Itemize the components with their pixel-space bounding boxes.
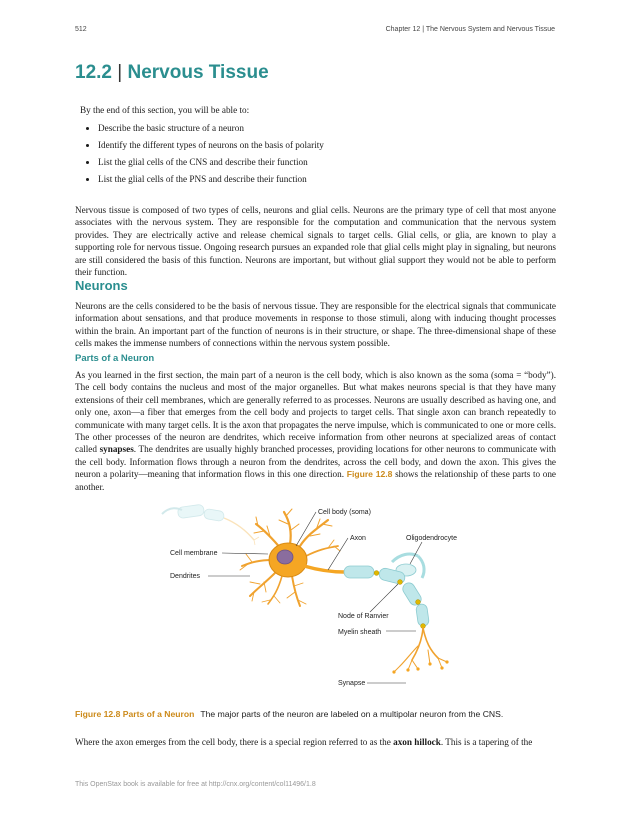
page-footer: This OpenStax book is available for free at http://cnx.org/content/col11496/1.8 xyxy=(75,781,316,788)
figure-caption-text: The major parts of the neuron are labeled on a multipolar neuron from the CNS. xyxy=(200,709,504,719)
figure-caption-label: Figure 12.8 Parts of a Neuron xyxy=(75,709,195,719)
label-cell-membrane: Cell membrane xyxy=(170,550,218,557)
label-cell-body: Cell body (soma) xyxy=(318,509,371,516)
objectives-list xyxy=(80,122,560,185)
axon-terminals xyxy=(394,628,447,672)
label-node-of-ranvier: Node of Ranvier xyxy=(338,613,389,620)
objective-item: • Describe the basic structure of a neuron xyxy=(98,122,560,134)
figure-caption xyxy=(75,709,565,719)
nucleus xyxy=(277,550,293,564)
neurons-paragraph: Neurons are the cells considered to be the basis of nervous tissue. They are responsible for the electrical signals that communicate information about sensations, and that produce movements in response to those stimuli, along with inducing thought processes within the brain. An important part of the function of neurons is in their structure, or shape. The three-dimensional shape of these cells makes the immense numbers of connections within the nervous system possible. xyxy=(75,301,556,349)
label-axon: Axon xyxy=(350,535,366,542)
neuron-figure xyxy=(160,500,470,700)
intro-paragraph: Nervous tissue is composed of two types of cells, neurons and glial cells. Neurons are the primary type of cell that most anyone associates with the nervous system. They are responsible for the computation and communication that the nervous system provides. They are electrically active and release chemical signals to target cells. Glial cells, or glia, are known to play a supporting role for nervous tissue. Ongoing research pursues an expanded role that glial cells might play in signaling, but neurons are still considered the basis of this function. Neurons are important, but without glial support they would not be able to perform their function. xyxy=(75,205,556,278)
synapses-term: synapses xyxy=(99,444,134,455)
parts-text-3: shows the relationship of these parts to one another. xyxy=(75,469,557,492)
axon xyxy=(304,566,344,572)
learning-objectives xyxy=(80,104,560,190)
page-number: 512 xyxy=(75,26,87,33)
running-header: Chapter 12 | The Nervous System and Nervous Tissue xyxy=(385,26,555,33)
section-separator: | xyxy=(117,62,123,83)
parts-paragraph xyxy=(75,369,556,493)
figure-link[interactable]: Figure 12.8 xyxy=(346,469,393,480)
label-synapse: Synapse xyxy=(338,680,366,687)
label-myelin-sheath: Myelin sheath xyxy=(338,629,382,636)
closing-paragraph xyxy=(75,736,556,748)
objective-item: • List the glial cells of the PNS and describe their function xyxy=(98,173,560,185)
objective-item: • List the glial cells of the CNS and describe their function xyxy=(98,156,560,168)
label-dendrites: Dendrites xyxy=(170,573,200,580)
leader-lines xyxy=(208,512,422,683)
parts-text-2: . The dendrites are usually highly branched processes, providing locations for other neurons to communicate with the cell body. Information flows through a neuron from the dendrites, across the cell body, and down the axon. This gives the neuron a polarity—meaning that information flows in this one direction. xyxy=(75,444,557,480)
objectives-intro: By the end of this section, you will be able to: xyxy=(80,105,250,115)
objective-item: • Identify the different types of neurons on the basis of polarity xyxy=(98,139,560,151)
parts-text-1: As you learned in the first section, the main part of a neuron is the cell body, which is also known as the soma (soma = “body”). The cell body contains the nucleus and most of the major organelles. But what makes neurons special is that they have many extensions of their cell membranes, which are generally referred to as processes. Neurons are usually described as having one, and only one, axon—a fiber that emerges from the cell body and projects to target cells. That single axon can branch repeatedly to communicate with many target cells. It is the axon that propagates the nerve impulse, which is communicated to one or more cells. The other processes of the neuron are dendrites, which receive information from other neurons at specialized areas of contact called xyxy=(75,370,556,455)
parts-heading: Parts of a Neuron xyxy=(75,353,155,364)
neurons-heading: Neurons xyxy=(75,278,128,293)
closing-text-1: Where the axon emerges from the cell body, there is a special region referred to as the xyxy=(75,737,391,747)
closing-text-2: . This is a tapering of the xyxy=(440,737,533,747)
section-name: Nervous Tissue xyxy=(127,62,269,83)
section-title xyxy=(75,62,269,84)
axon-hillock-term: axon hillock xyxy=(393,737,441,747)
section-number: 12.2 xyxy=(75,62,112,83)
label-oligodendrocyte: Oligodendrocyte xyxy=(406,535,457,542)
upstream-myelin xyxy=(162,504,259,545)
